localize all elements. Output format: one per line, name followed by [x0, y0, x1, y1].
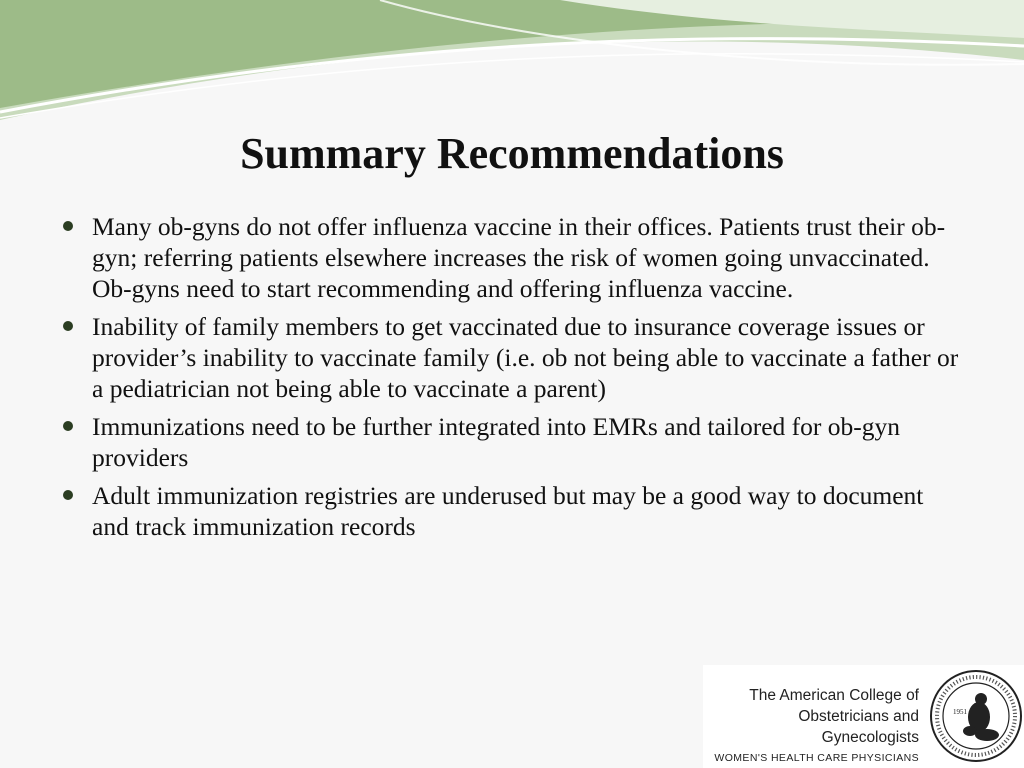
bullet-text: Many ob-gyns do not offer influenza vaccine in their offices. Patients trust their ob-gyn; referring patients elsewhere increases the risk of women going unvaccinated. Ob-gyns need to start recommending and offering influenza vaccine.: [92, 212, 946, 303]
bullet-item: [60, 480, 965, 542]
header-swoosh-decoration: [0, 0, 1024, 125]
bullet-dot-icon: [63, 421, 73, 431]
bullet-text: Immunizations need to be further integrated into EMRs and tailored for ob-gyn providers: [92, 412, 900, 472]
bullet-list: [60, 211, 965, 549]
slide-title: Summary Recommendations: [240, 129, 784, 178]
bullet-text: Inability of family members to get vaccinated due to insurance coverage issues or provider’s inability to vaccinate family (i.e. ob not being able to vaccinate a father or a pediatrician not being able to vaccinate a parent): [92, 312, 959, 403]
bullet-dot-icon: [63, 490, 73, 500]
bullet-item: [60, 411, 965, 473]
bullet-text: Adult immunization registries are underused but may be a good way to document and track immunization records: [92, 481, 924, 541]
bullet-dot-icon: [63, 221, 73, 231]
acog-seal-icon: [929, 669, 1023, 763]
logo-tagline: WOMEN'S HEALTH CARE PHYSICIANS: [714, 752, 919, 764]
bullet-item: [60, 211, 965, 304]
logo-line-2: Obstetricians and Gynecologists: [798, 708, 919, 746]
bullet-item: [60, 311, 965, 404]
acog-logo: [703, 665, 1024, 768]
logo-line-1: The American College of: [749, 687, 919, 704]
logo-wordmark: [703, 685, 919, 768]
bullet-dot-icon: [63, 321, 73, 331]
seal-year: 1951: [953, 708, 967, 716]
